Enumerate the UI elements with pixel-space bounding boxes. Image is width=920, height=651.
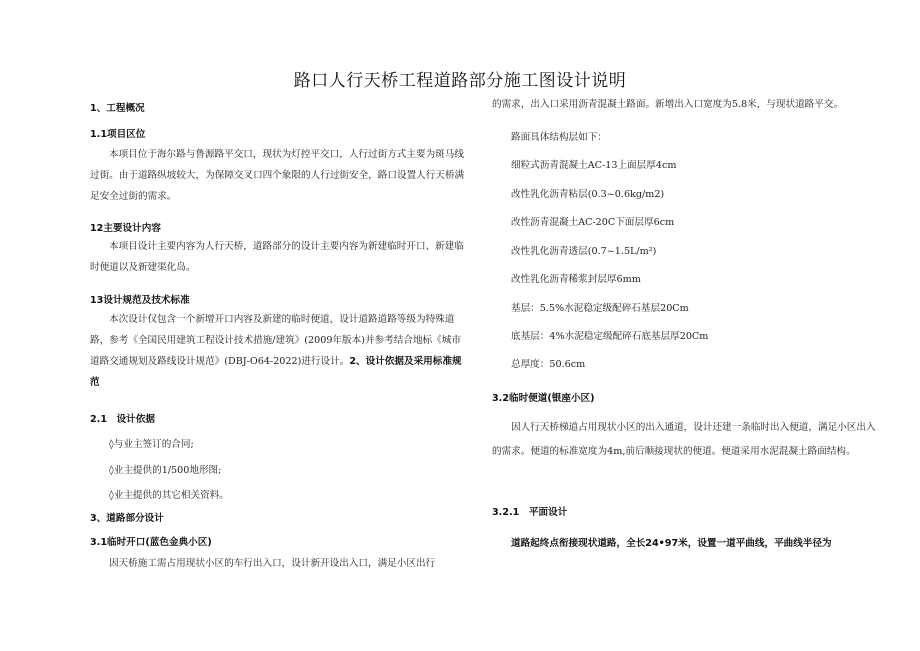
section-2-heading: 2、设计依据及采用标准规范 [90,356,462,388]
structure-layer: 细粒式沥青混凝土AC-13上面层厚4cm [511,160,677,171]
section-1-1-paragraph: 本项目位于海尔路与鲁源路平交口，现状为灯控平交口，人行过街方式主要为斑马线过街。由于道路纵坡较大，为保障交叉口四个象限的人行过街安全，路口设置人行天桥满足安全过街的需求。 [90,149,465,202]
document-title: 路口人行天桥工程道路部分施工图设计说明 [293,71,627,91]
structure-layer: 改性乳化沥青透层(0.7~1.5L/m²) [511,246,657,257]
structure-layer: 改性沥青混凝土AC-20C下面层厚6cm [511,217,675,228]
structure-layer: 底基层：4%水泥稳定级配碎石底基层厚20Cm [511,331,709,342]
section-1-3-text: 本次设计仅包含一个新增开口内容及新建的临时便道，设计道路道路等级为特殊道路，参考《全国民用建筑工程设计技术措施/建筑》(2009年版本)并参考结合地标《城市道路交通规划及路线设计规范》(DBJ-O64-2022)进行设计。 [90,314,461,367]
section-3-heading: 3、道路部分设计 [90,513,164,524]
section-3-2-1-paragraph: 道路起终点衔接现状道路，全长24•97米，设置一道平曲线，平曲线半径为 [511,538,832,549]
structure-layer: 基层：5.5%水泥稳定级配碎石基层20Cm [511,303,689,314]
basis-item: ◊业主提供的1/500地形图; [109,465,222,476]
section-1-3-paragraph [90,309,465,393]
section-1-2-heading: 12主要设计内容 [90,223,161,234]
structure-layer: 改性乳化沥青稀浆封层厚6mm [511,274,641,285]
section-3-2-heading: 3.2临时便道(银座小区) [492,393,595,404]
basis-item: ◊与业主签订的合同; [109,439,194,450]
section-2-1-heading: 2.1 设计依据 [90,414,155,425]
section-3-1-heading: 3.1临时开口(蓝色金典小区) [90,537,212,548]
basis-item: ◊业主提供的其它相关资料。 [109,490,229,501]
section-1-1-heading: 1.1项目区位 [90,129,146,140]
section-3-2-paragraph: 因人行天桥梯道占用现状小区的出入通道，设计还建一条临时出入便道，满足小区出入的需求。便道的标准宽度为4m,前后顺接现状的便道。便道采用水泥混凝土路面结构。 [492,422,876,457]
structure-intro: 路面具体结构层如下： [511,132,607,143]
section-1-2-paragraph: 本项目设计主要内容为人行天桥，道路部分的设计主要内容为新建临时开口、新建临时便道以及新建渠化岛。 [90,241,464,273]
section-1-3-heading: 13设计规范及技术标准 [90,295,190,306]
section-3-1-paragraph: 因天桥施工需占用现状小区的车行出入口，设计新开设出入口，满足小区出行 [109,558,436,569]
structure-layer: 改性乳化沥青粘层(0.3~0.6kg∕m2) [511,189,665,200]
total-thickness: 总厚度：50.6cm [511,359,586,370]
continued-paragraph: 的需求，出入口采用沥青混凝土路面。新增出入口宽度为5.8米，与现状道路平交。 [492,99,844,110]
section-1-heading: 1、工程概况 [90,103,145,114]
section-3-2-1-heading: 3.2.1 平面设计 [492,507,568,518]
